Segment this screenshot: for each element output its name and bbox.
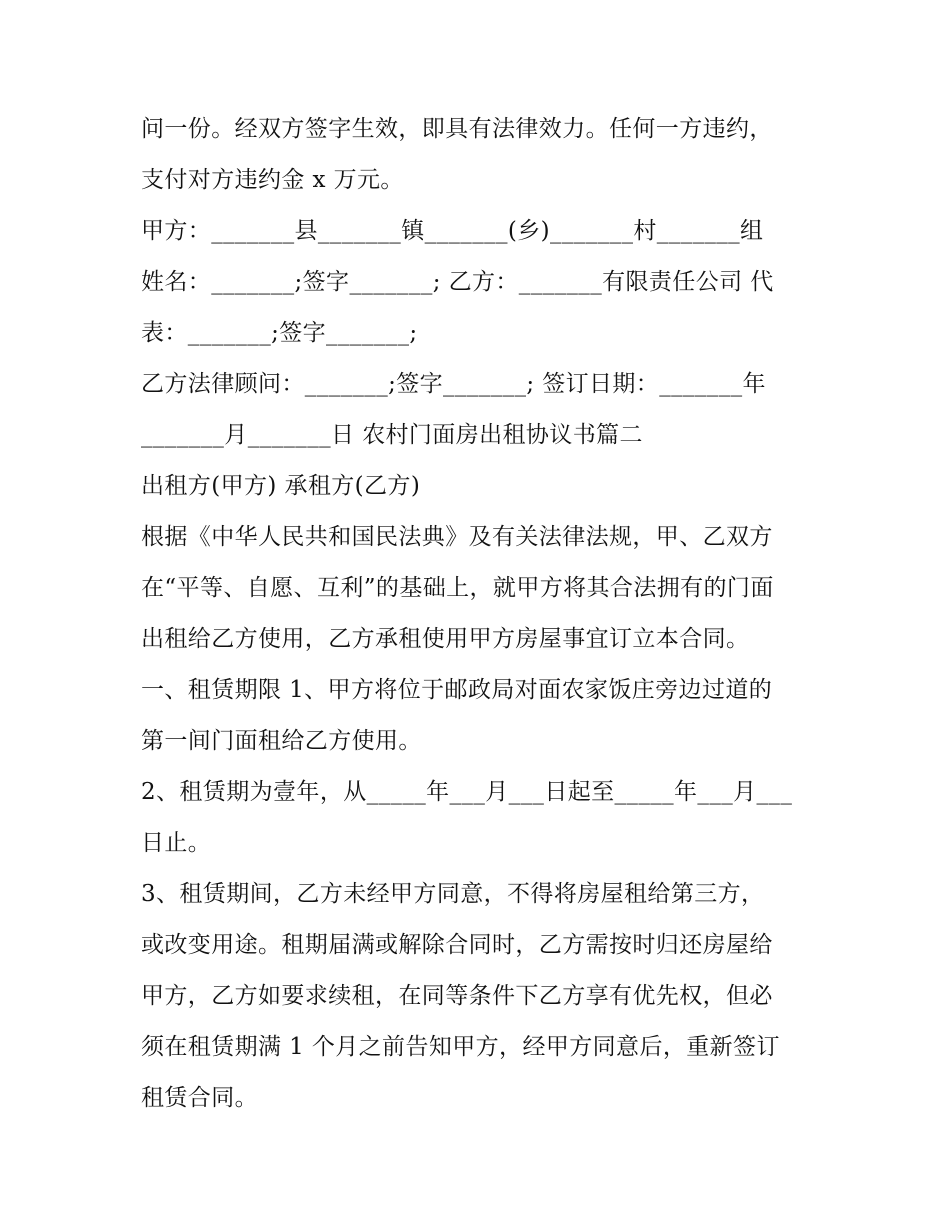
text-line: 乙方法律顾问：_______;签字_______; 签订日期：_______年 <box>141 371 766 397</box>
text-line: 支付对方违约金 x 万元。 <box>141 167 404 193</box>
text-line: 第一间门面租给乙方使用。 <box>141 728 422 754</box>
text-line: 2、租赁期为壹年，从_____年___月___日起至_____年___月___ <box>141 779 793 805</box>
text-line: 甲方：_______县_______镇_______(乡)_______村_______组 <box>141 218 764 244</box>
text-line: 或改变用途。租期届满或解除合同时，乙方需按时归还房屋给 <box>141 932 773 958</box>
text-line: 日止。 <box>141 830 212 856</box>
text-line: 甲方，乙方如要求续租，在同等条件下乙方享有优先权，但必 <box>141 983 773 1009</box>
text-line: 出租给乙方使用，乙方承租使用甲方房屋事宜订立本合同。 <box>141 626 750 652</box>
text-line: 租赁合同。 <box>141 1085 258 1111</box>
text-line: 3、租赁期间，乙方未经甲方同意，不得将房屋租给第三方， <box>141 881 765 907</box>
text-line: _______月_______日 农村门面房出租协议书篇二 <box>141 422 643 448</box>
text-line: 问一份。经双方签字生效，即具有法律效力。任何一方违约， <box>141 116 773 142</box>
text-line: 须在租赁期满 1 个月之前告知甲方，经甲方同意后，重新签订 <box>141 1034 780 1060</box>
text-line: 根据《中华人民共和国民法典》及有关法律法规，甲、乙双方 <box>141 524 773 550</box>
section-heading-line: 出租方(甲方) 承租方(乙方) <box>141 473 421 499</box>
text-line: 一、租赁期限 1、甲方将位于邮政局对面农家饭庄旁边过道的 <box>141 677 773 703</box>
text-line: 表：_______;签字_______; <box>141 320 418 346</box>
text-line: 姓名：_______;签字_______; 乙方：_______有限责任公司 代 <box>141 269 774 295</box>
document-body <box>141 104 821 1124</box>
text-line: 在“平等、自愿、互利”的基础上，就甲方将其合法拥有的门面 <box>141 575 774 601</box>
